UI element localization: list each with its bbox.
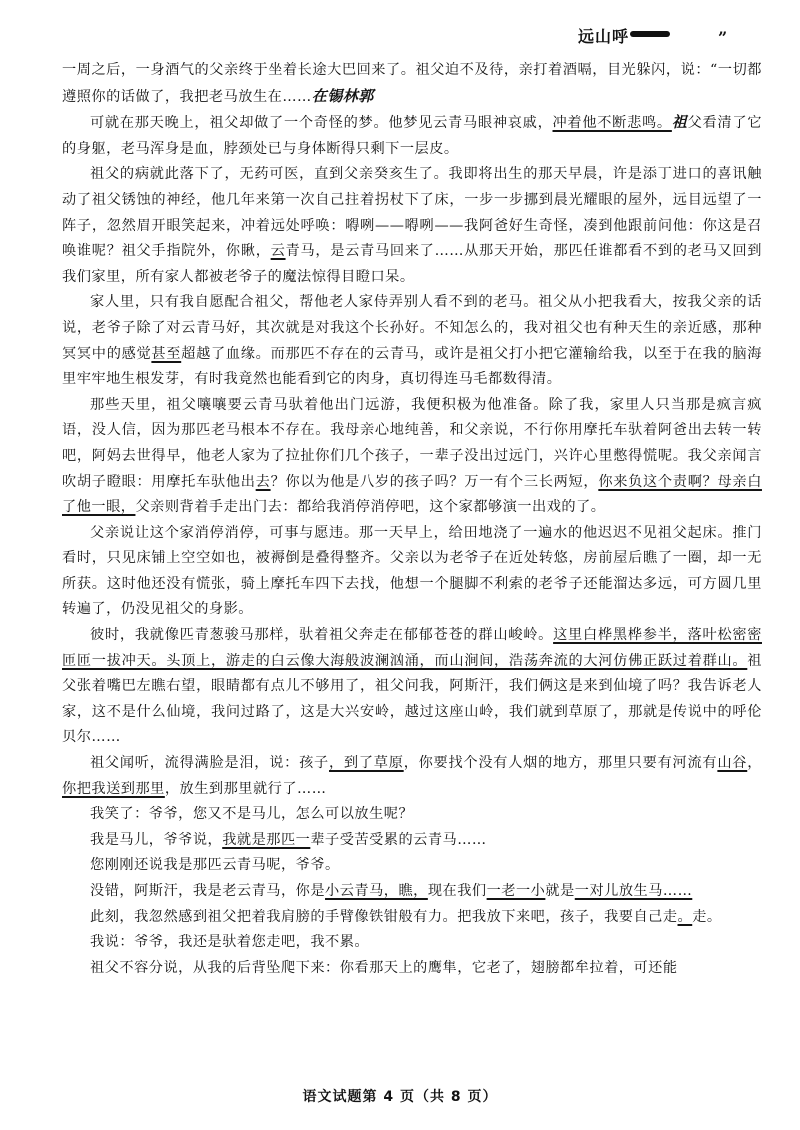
paragraph-p15	[62, 956, 762, 982]
text-run: 祖父不容分说，从我的后背坠爬下来：你看那天上的鹰隼，它老了，翅膀都牟拉着，可还能	[90, 959, 678, 976]
text-run: 父亲说让这个家消停消停，可事与愿违。那一天早上，给田地浇了一遍水的他迟迟不见祖父起床。推门看时，只见床铺上空空如也，被褥倒是叠得整齐。父亲以为老爷子在近处转悠，房前屋后瞧了一圈，却一无所获。这时他还没有慌张，骑上摩托车四下去找，他想一个腿脚不利索的老爷子还能溜达多远，可方圆几里转遍了，仍没见祖父的身影。	[62, 524, 762, 618]
text-run: 走。	[692, 908, 722, 925]
underlined-text: 一老一小	[486, 883, 546, 899]
text-run: 青马，是云青马回来了……从那天开始，那匹任谁都看不到的老马又回到我们家里，所有家人都被老爷子的魔法惊得目瞪口呆。	[62, 243, 762, 285]
underlined-text: 去	[255, 473, 271, 490]
text-run: 您刚刚还说我是那匹云青马呢，爷爷。	[90, 857, 340, 874]
underlined-text: 山谷	[717, 755, 748, 772]
paragraph-p12	[62, 879, 762, 905]
text-run: ，	[747, 755, 762, 772]
passage-body	[62, 58, 762, 981]
text-run: 超越了血缘。而那匹不存在的云青马，或许是祖父打小把它灌输给我，以至于在我的脑海里牢牢地生根发芽，有时我竟然也能看到它的肉身，真切得连马毛都数得清。	[62, 345, 762, 388]
paragraph-p14	[62, 930, 762, 956]
text-run: 父看清了它的身躯，老马浑身是血，脖颈处已与身体断得只剩下一层皮。	[62, 115, 762, 157]
paragraph-p11	[62, 853, 762, 879]
text-run: 祖父的病就此落下了，无药可医，直到父亲癸亥生了。我即将出生的那天早晨，许是添丁进口的喜讯触动了祖父锈蚀的神经，他几年来第一次自己拄着拐杖下了床，一步一步挪到晨光耀眼的屋外，远目远望了一阵子，忽然眉开眼笑起来，冲着远处呼唤：嘚咧——嘚咧——我阿爸好生奇怪，凑到他跟前问他：你这是召唤谁呢？祖父手指院外，你瞅，	[62, 166, 762, 260]
handwritten-text: 在锡林郭	[311, 86, 374, 105]
text-run: 那些天里，祖父嚷嚷要云青马驮着他出门远游，我便积极为他准备。除了我，家里人只当那是疯言疯语，没人信，因为那匹老马根本不存在。我母亲心地纯善，和父亲说，不行你用摩托车驮着阿爸出去转一转吧，阿妈去世得早，他老人家为了拉扯你们几个孩子，一辈子没出过远门，兴许心里憋得慌呢。我父亲闻言吹胡子瞪眼：用摩托车驮他出	[62, 396, 762, 490]
underlined-text: 。	[677, 908, 693, 925]
underlined-text: 甚至	[151, 345, 182, 362]
text-run: 我是马儿，爷爷说，	[90, 831, 223, 848]
underlined-text: 一对儿放生马……	[574, 883, 693, 899]
paragraph-p2	[62, 110, 762, 162]
paragraph-p6	[62, 521, 762, 623]
text-run: 祖父闻听，流得满脸是泪，说：孩子	[90, 755, 329, 772]
paragraph-p1	[62, 58, 762, 110]
text-run: 现在我们	[427, 883, 487, 899]
paragraph-p9	[62, 802, 762, 828]
paragraph-p13	[62, 905, 762, 931]
text-run: 祖父张着嘴巴左瞧右望，眼睛都有点儿不够用了，祖父问我，阿斯汗，我们俩这是来到仙境了吗？我告诉老人家，这不是什么仙境，我问过路了，这是大兴安岭，越过这座山岭，我们就到草原了，那就是传说中的呼伦贝尔……	[62, 652, 762, 746]
text-run: ，放生到那里就行了……	[164, 780, 327, 797]
paragraph-p8	[62, 751, 762, 802]
text-run: 辈子受苦受累的云青马……	[310, 831, 487, 848]
text-run: 彼时，我就像匹青葱骏马那样，驮着祖父奔走在郁郁苍苍的群山峻岭。	[90, 627, 554, 644]
text-run: 可就在那天晚上，祖父却做了一个奇怪的梦。他梦见云青马眼神哀戚，	[90, 115, 553, 132]
text-run: 一周之后，一身酒气的父亲终于坐着长途大巴回来了。祖父迫不及待，	[62, 62, 519, 78]
text-run: 没错，阿斯汗，我是老云青马，你是	[90, 883, 326, 899]
underlined-text: 小云青马，瞧，	[325, 883, 428, 899]
underlined-text: ，到了草原	[329, 755, 404, 772]
underlined-text: 我就是那匹一	[222, 831, 311, 848]
text-run: 此刻，我忽然感到祖父把着我肩膀的手臂像铁钳般有力。把我放下来吧，孩子，我要自己走	[90, 908, 678, 925]
handwritten-annotation: 远山呼	[578, 24, 629, 47]
underlined-text: 这里白桦黑桦参半，落叶松密密匝匝一拔冲天。头顶上，游走的白云像大海般波澜汹涌，而山涧间，浩荡奔流的大河仿佛正跃过着群山。	[62, 627, 762, 669]
underlined-text: 你把我送到那里	[62, 780, 165, 797]
paragraph-p10	[62, 828, 762, 854]
paragraph-p3	[62, 162, 762, 290]
text-run: 父亲则背着手走出门去：都给我消停消停吧，这个家都够演一出戏的了。	[135, 499, 606, 516]
underlined-text: 冲着他不断悲鸣。	[552, 115, 672, 132]
paragraph-p4	[62, 290, 762, 392]
paragraph-p5	[62, 393, 762, 521]
page-footer: 语文试题第 4 页（共 8 页）	[302, 1089, 498, 1105]
text-run: 就是	[545, 883, 575, 899]
paragraph-p7	[62, 623, 762, 751]
text-run: 亲打着酒嗝，目光躲闪，说：“一切都遵照你的话做了，我把老马放生在……	[62, 62, 762, 105]
text-run: 我笑了：爷爷，您又不是马儿，怎么可以放生呢？	[90, 806, 414, 823]
text-run: 家人里，只有我自愿配合祖父，帮他老人家侍弄别人看不到的老马。祖父从小把我看大，按我父亲的话说，老爷子除了对云青马好，其次就是对我这个长孙好。不知怎么的，我对祖父也有种天生的亲近感，那种冥冥中的感觉	[62, 294, 762, 362]
closing-quote-mark: ”	[718, 28, 728, 47]
underlined-text: 云	[270, 243, 286, 260]
handwritten-text: 祖	[671, 113, 688, 132]
text-run: 我说：爷爷，我还是驮着您走吧，我不累。	[90, 934, 370, 951]
text-run: ？你以为他是八岁的孩子吗？万一有个三长两短，	[270, 473, 599, 490]
text-run: ，你要找个没有人烟的地方，那里只要有河流有	[403, 755, 718, 772]
underlined-text: 你来负这个责啊？母亲白了他一眼，	[62, 473, 762, 516]
